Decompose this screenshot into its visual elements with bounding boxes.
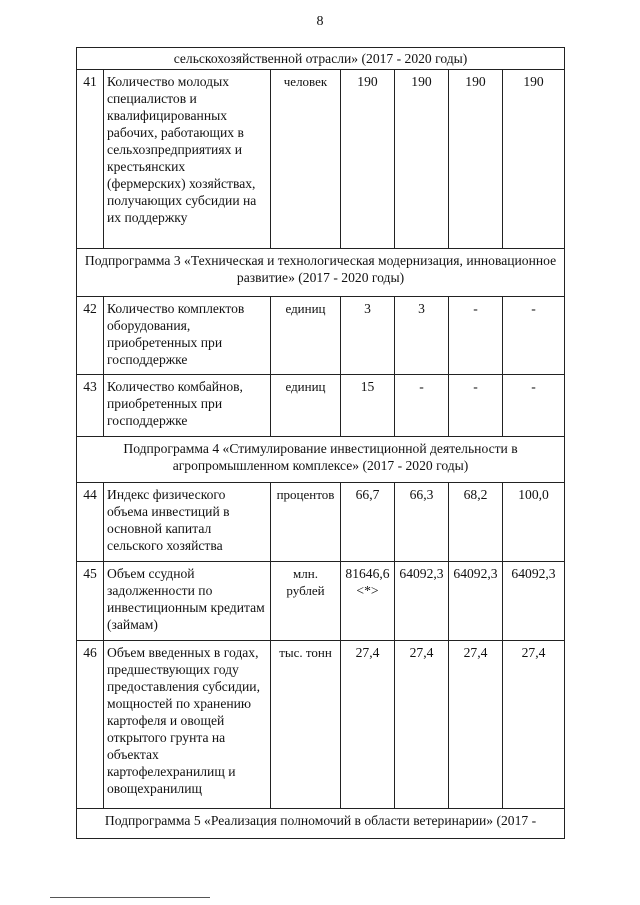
subprogram-4-title: Подпрограмма 4 «Стимулирование инвестиционной деятельности в агропромышленном комплексе» (2017 - 2020 годы)	[77, 437, 565, 483]
value-cell: 64092,3	[395, 562, 449, 641]
value-cell: 3	[341, 297, 395, 375]
table-row	[77, 297, 565, 375]
subprogram-3-title: Подпрограмма 3 «Техническая и технологическая модернизация, инновационное развитие» (2017 - 2020 годы)	[77, 249, 565, 297]
value-cell: -	[449, 297, 503, 375]
indicator-name: Индекс физического объема инвестиций в основной капитал сельского хозяйства	[104, 483, 271, 562]
unit: млн. рублей	[271, 562, 341, 641]
table-row	[77, 562, 565, 641]
value-cell: 27,4	[395, 641, 449, 809]
row-number: 42	[77, 297, 104, 375]
table-row	[77, 375, 565, 437]
unit: единиц	[271, 375, 341, 437]
table-row	[77, 641, 565, 809]
value-cell: 100,0	[503, 483, 565, 562]
row-number: 45	[77, 562, 104, 641]
section-title-continued: сельскохозяйственной отрасли» (2017 - 2020 годы)	[77, 48, 565, 70]
indicator-name: Объем введенных в годах, предшествующих году предоставления субсидии, мощностей по хранению картофеля и овощей открытого грунта на объектах картофелехранилищ и овощехранилищ	[104, 641, 271, 809]
page-bottom-rule	[50, 897, 210, 898]
value-cell: 15	[341, 375, 395, 437]
value-cell: 64092,3	[503, 562, 565, 641]
value-cell: 190	[449, 70, 503, 249]
indicators-table	[76, 47, 565, 839]
page-number: 8	[316, 14, 324, 29]
value-cell: -	[503, 297, 565, 375]
unit: процентов	[271, 483, 341, 562]
value-cell: 68,2	[449, 483, 503, 562]
value-cell: 27,4	[503, 641, 565, 809]
section-row	[77, 437, 565, 483]
value-cell: 81646,6 <*>	[341, 562, 395, 641]
indicator-name: Объем ссудной задолженности по инвестиционным кредитам (займам)	[104, 562, 271, 641]
value-cell: 66,3	[395, 483, 449, 562]
unit: человек	[271, 70, 341, 249]
section-row	[77, 809, 565, 839]
value-cell: 66,7	[341, 483, 395, 562]
indicator-name: Количество комбайнов, приобретенных при господдержке	[104, 375, 271, 437]
value-cell: 190	[503, 70, 565, 249]
indicator-name: Количество молодых специалистов и квалифицированных рабочих, работающих в сельхозпредприятиях и крестьянских (фермерских) хозяйствах, получающих субсидии на их поддержку	[104, 70, 271, 249]
row-number: 41	[77, 70, 104, 249]
value-cell: 3	[395, 297, 449, 375]
table-row	[77, 70, 565, 249]
section-row	[77, 48, 565, 70]
row-number: 44	[77, 483, 104, 562]
table-row	[77, 483, 565, 562]
value-cell: -	[449, 375, 503, 437]
value-cell: 190	[395, 70, 449, 249]
value-cell: -	[503, 375, 565, 437]
row-number: 46	[77, 641, 104, 809]
value-cell: 27,4	[341, 641, 395, 809]
unit: тыс. тонн	[271, 641, 341, 809]
indicator-name: Количество комплектов оборудования, приобретенных при господдержке	[104, 297, 271, 375]
value-cell: 64092,3	[449, 562, 503, 641]
value-cell: 27,4	[449, 641, 503, 809]
section-row	[77, 249, 565, 297]
value-cell: -	[395, 375, 449, 437]
subprogram-5-title: Подпрограмма 5 «Реализация полномочий в области ветеринарии» (2017 -	[77, 809, 565, 839]
unit: единиц	[271, 297, 341, 375]
row-number: 43	[77, 375, 104, 437]
value-cell: 190	[341, 70, 395, 249]
